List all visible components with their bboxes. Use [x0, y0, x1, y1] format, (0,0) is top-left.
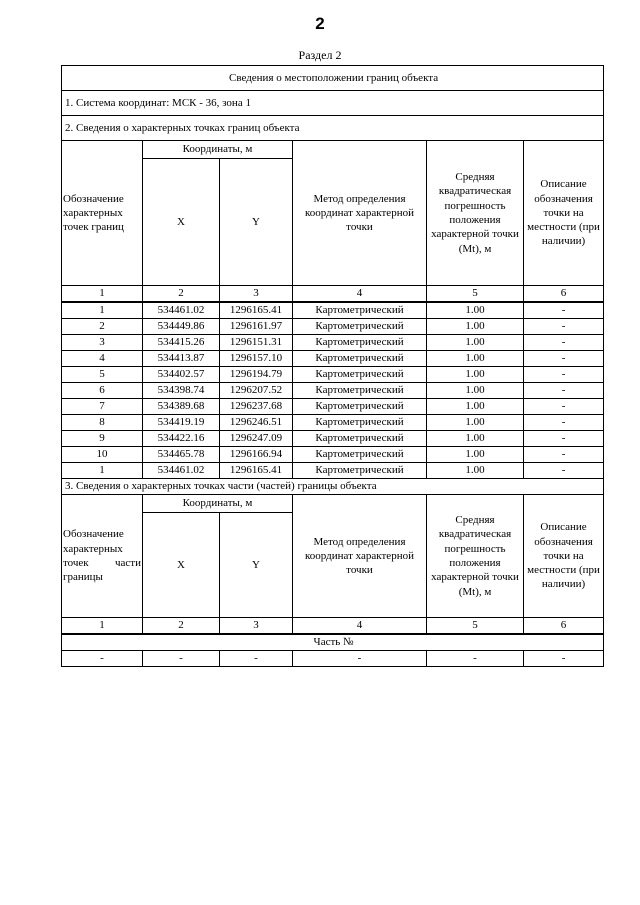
part-cell: - — [427, 651, 524, 667]
header-part-designation — [62, 495, 143, 618]
header-description: Описание обозначения точки на местности (при наличии) — [524, 495, 604, 618]
point-description: - — [524, 399, 604, 415]
col-number: 4 — [293, 618, 427, 635]
point-description: - — [524, 383, 604, 399]
col-number: 2 — [143, 618, 220, 635]
point-method: Картометрический — [293, 431, 427, 447]
point-description: - — [524, 302, 604, 319]
col-number: 2 — [143, 286, 220, 303]
point-description: - — [524, 447, 604, 463]
point-y: 1296165.41 — [220, 463, 293, 479]
point-number: 6 — [62, 383, 143, 399]
point-y: 1296237.68 — [220, 399, 293, 415]
point-y: 1296207.52 — [220, 383, 293, 399]
point-number: 1 — [62, 302, 143, 319]
point-description: - — [524, 463, 604, 479]
point-error: 1.00 — [427, 367, 524, 383]
point-number: 8 — [62, 415, 143, 431]
header-method: Метод определения координат характерной точки — [293, 141, 427, 286]
header-error: Средняя квадратическая погрешность положения характерной точки (Mt), м — [427, 495, 524, 618]
point-description: - — [524, 367, 604, 383]
point-method: Картометрический — [293, 319, 427, 335]
point-x: 534415.26 — [143, 335, 220, 351]
point-x: 534402.57 — [143, 367, 220, 383]
table-row — [62, 463, 604, 479]
col-number: 1 — [62, 286, 143, 303]
header-point-designation: Обозначение характерных точек границ — [62, 141, 143, 286]
point-description: - — [524, 431, 604, 447]
point-description: - — [524, 319, 604, 335]
point-method: Картометрический — [293, 463, 427, 479]
table-row — [62, 367, 604, 383]
point-error: 1.00 — [427, 383, 524, 399]
point-y: 1296165.41 — [220, 302, 293, 319]
header-error: Средняя квадратическая погрешность положения характерной точки (Mt), м — [427, 141, 524, 286]
point-error: 1.00 — [427, 399, 524, 415]
point-x: 534419.19 — [143, 415, 220, 431]
point-number: 5 — [62, 367, 143, 383]
table-title: Сведения о местоположении границ объекта — [62, 66, 604, 91]
point-method: Картометрический — [293, 399, 427, 415]
point-error: 1.00 — [427, 335, 524, 351]
point-method: Картометрический — [293, 415, 427, 431]
part-cell: - — [62, 651, 143, 667]
section-3-title: 3. Сведения о характерных точках части (частей) границы объекта — [62, 479, 604, 495]
part-cell: - — [220, 651, 293, 667]
part-cell: - — [293, 651, 427, 667]
point-method: Картометрический — [293, 302, 427, 319]
point-x: 534413.87 — [143, 351, 220, 367]
point-method: Картометрический — [293, 351, 427, 367]
col-number: 4 — [293, 286, 427, 303]
table-row — [62, 399, 604, 415]
header-part-designation-line: Обозначение характерных — [63, 528, 124, 555]
col-number: 5 — [427, 286, 524, 303]
point-number: 7 — [62, 399, 143, 415]
point-y: 1296166.94 — [220, 447, 293, 463]
point-x: 534398.74 — [143, 383, 220, 399]
header-x: X — [143, 513, 220, 618]
table-row — [62, 383, 604, 399]
col-number: 5 — [427, 618, 524, 635]
header-coordinates: Координаты, м — [143, 141, 293, 159]
table-row — [62, 651, 604, 667]
col-number: 1 — [62, 618, 143, 635]
table-row — [62, 431, 604, 447]
point-number: 2 — [62, 319, 143, 335]
part-cell: - — [524, 651, 604, 667]
point-method: Картометрический — [293, 383, 427, 399]
point-y: 1296151.31 — [220, 335, 293, 351]
point-error: 1.00 — [427, 431, 524, 447]
point-error: 1.00 — [427, 351, 524, 367]
point-number: 10 — [62, 447, 143, 463]
point-y: 1296161.97 — [220, 319, 293, 335]
point-error: 1.00 — [427, 302, 524, 319]
part-label: Часть № — [62, 634, 604, 651]
point-method: Картометрический — [293, 447, 427, 463]
point-x: 534461.02 — [143, 302, 220, 319]
point-x: 534389.68 — [143, 399, 220, 415]
header-part-designation-line: границы — [63, 571, 103, 584]
point-number: 3 — [62, 335, 143, 351]
point-method: Картометрический — [293, 367, 427, 383]
point-y: 1296246.51 — [220, 415, 293, 431]
point-description: - — [524, 351, 604, 367]
col-number: 3 — [220, 286, 293, 303]
point-error: 1.00 — [427, 463, 524, 479]
table-row — [62, 302, 604, 319]
col-number: 6 — [524, 286, 604, 303]
coordinate-system: 1. Система координат: МСК - 36, зона 1 — [62, 91, 604, 116]
page-number: 2 — [315, 14, 325, 33]
section-2-title: 2. Сведения о характерных точках границ объекта — [62, 116, 604, 141]
point-x: 534422.16 — [143, 431, 220, 447]
header-y: Y — [220, 159, 293, 286]
table-row — [62, 415, 604, 431]
col-number: 6 — [524, 618, 604, 635]
point-x: 534465.78 — [143, 447, 220, 463]
point-number: 1 — [62, 463, 143, 479]
section-title: Раздел 2 — [298, 48, 342, 62]
point-y: 1296157.10 — [220, 351, 293, 367]
point-error: 1.00 — [427, 415, 524, 431]
header-method: Метод определения координат характерной точки — [293, 495, 427, 618]
header-y: Y — [220, 513, 293, 618]
col-number: 3 — [220, 618, 293, 635]
point-method: Картометрический — [293, 335, 427, 351]
part-cell: - — [143, 651, 220, 667]
header-description: Описание обозначения точки на местности (при наличии) — [524, 141, 604, 286]
point-y: 1296194.79 — [220, 367, 293, 383]
point-y: 1296247.09 — [220, 431, 293, 447]
boundary-table — [61, 65, 604, 667]
header-x: X — [143, 159, 220, 286]
table-row — [62, 351, 604, 367]
header-coordinates: Координаты, м — [143, 495, 293, 513]
table-row — [62, 335, 604, 351]
table-row — [62, 319, 604, 335]
point-x: 534449.86 — [143, 319, 220, 335]
point-error: 1.00 — [427, 447, 524, 463]
point-description: - — [524, 415, 604, 431]
point-x: 534461.02 — [143, 463, 220, 479]
point-number: 9 — [62, 431, 143, 447]
header-part-designation-line: точек части — [63, 557, 141, 569]
point-description: - — [524, 335, 604, 351]
table-row — [62, 447, 604, 463]
point-error: 1.00 — [427, 319, 524, 335]
point-number: 4 — [62, 351, 143, 367]
